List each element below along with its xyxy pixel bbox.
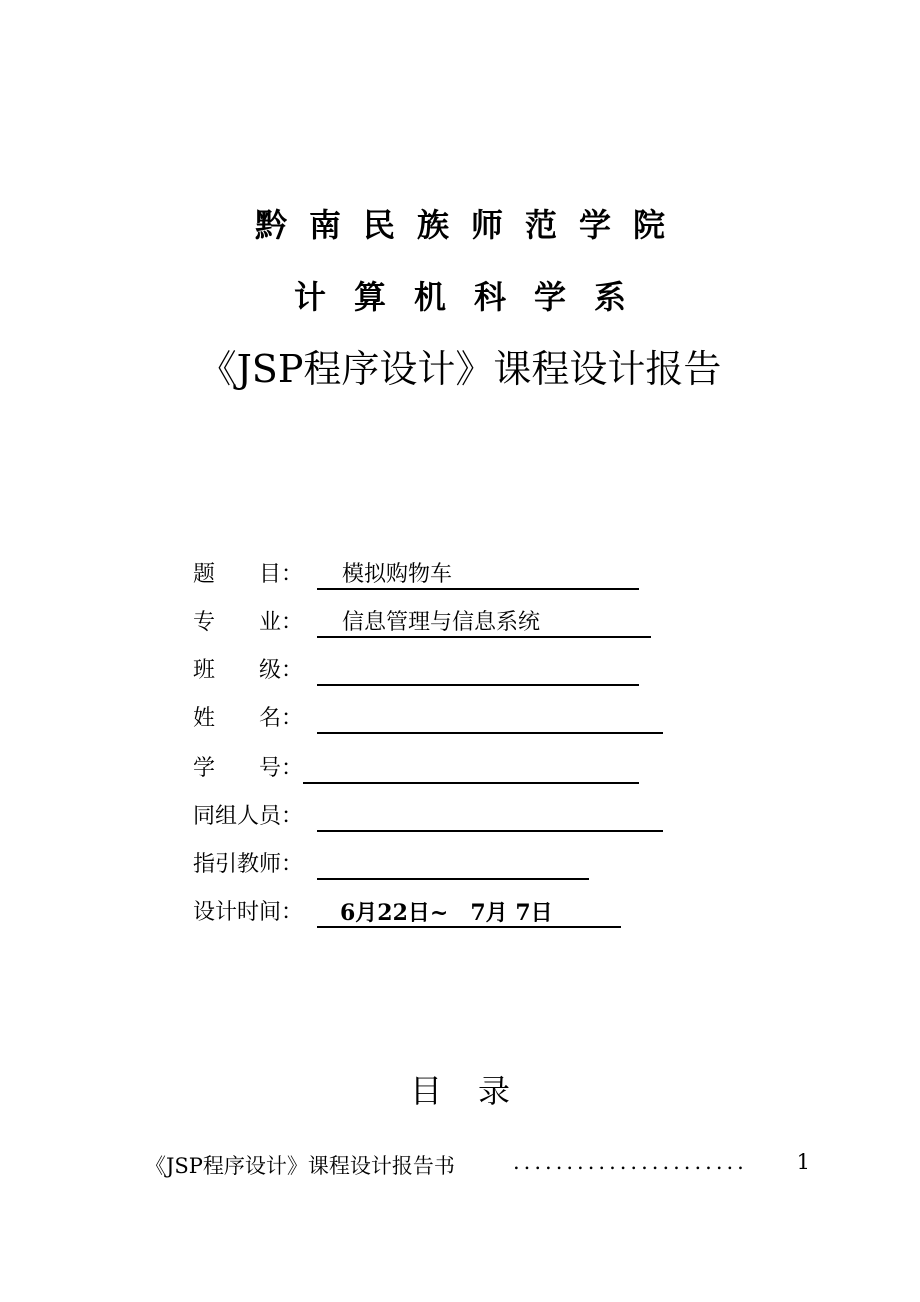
field-topic	[193, 560, 303, 590]
name-label: 姓 名：	[193, 706, 304, 731]
field-student-id	[193, 754, 303, 784]
field-members	[193, 802, 303, 832]
topic-value: 模拟购物车	[342, 562, 453, 587]
department-name: 计算机科学系	[293, 278, 654, 316]
time-label: 设计时间：	[193, 900, 304, 925]
toc-entry[interactable]	[145, 1150, 810, 1180]
members-label: 同组人员：	[193, 804, 304, 829]
teacher-underline	[317, 852, 589, 880]
student-id-underline	[303, 756, 639, 784]
field-time	[193, 898, 303, 928]
report-title: 《JSP程序设计》课程设计报告	[198, 347, 722, 391]
school-name: 黔南民族师范学院	[254, 206, 687, 244]
toc-entry-page: 1	[796, 1150, 810, 1174]
major-label: 专 业：	[193, 610, 304, 635]
field-teacher	[193, 850, 303, 880]
topic-label: 题 目：	[193, 562, 304, 587]
name-underline	[317, 706, 663, 734]
class-label: 班 级：	[193, 658, 304, 683]
toc-entry-text: 《JSP程序设计》课程设计报告书	[145, 1154, 455, 1178]
toc-title: 目录	[409, 1072, 546, 1110]
field-name	[193, 704, 303, 734]
toc-entry-dots: ......................	[513, 1150, 748, 1174]
student-id-label: 学 号：	[193, 756, 304, 781]
class-underline	[317, 658, 639, 686]
major-value: 信息管理与信息系统	[342, 610, 541, 635]
members-underline	[317, 804, 663, 832]
time-value: 6月22日~ 7月 7日	[340, 900, 553, 926]
teacher-label: 指引教师：	[193, 852, 304, 877]
field-class	[193, 656, 303, 686]
field-major	[193, 608, 303, 638]
